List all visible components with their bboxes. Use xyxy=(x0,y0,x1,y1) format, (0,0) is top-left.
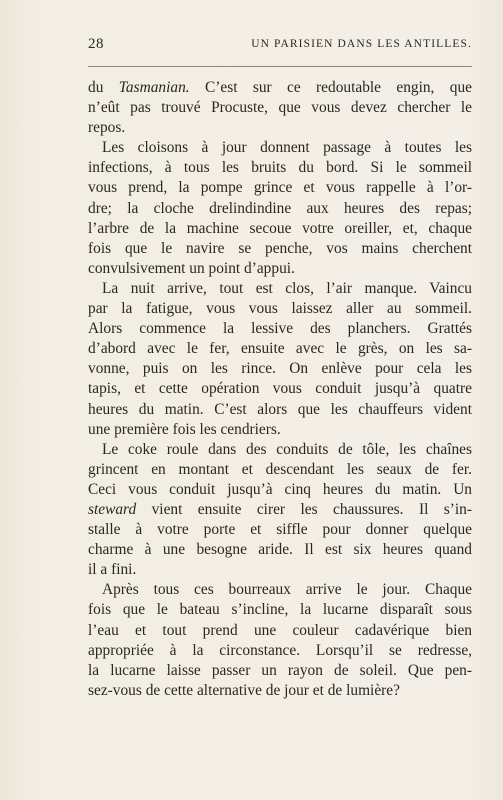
text-line: Les cloisons à jour donnent passage à toutes les xyxy=(102,139,472,157)
text-line: fois que le navire se penche, vos mains cherchent xyxy=(88,239,472,257)
text-line: dre; la cloche drelindindine aux heures des repas; xyxy=(88,199,472,217)
text-line: il a fini. xyxy=(88,561,137,579)
text-line: sez-vous de cette alternative de jour et de lumière? xyxy=(88,681,400,699)
text-line: heures du matin. C’est alors que les chauffeurs vident xyxy=(88,400,472,418)
text-line: par la fatigue, vous vous laissez aller au sommeil. xyxy=(88,300,472,318)
page-number: 28 xyxy=(88,36,104,52)
text-line: vonne, puis on les rince. On enlève pour cela les xyxy=(88,360,472,378)
text-line: steward vient ensuite cirer les chaussures. Il s’in- xyxy=(88,500,472,518)
text-line: du Tasmanian. C’est sur ce redoutable engin, que xyxy=(88,79,472,96)
italic-text: steward xyxy=(88,500,137,518)
paragraph xyxy=(88,440,472,581)
text-line: Après tous ces bourreaux arrive le jour. Chaque xyxy=(102,581,472,599)
text-line: Alors commence la lessive des planchers. Grattés xyxy=(88,320,472,338)
text-line: stalle à votre porte et siffle pour donner quelque xyxy=(88,521,472,539)
text-line: grincent en montant et descendant les seaux de fer. xyxy=(88,460,472,478)
paragraph xyxy=(88,279,472,440)
text-line: une première fois les cendriers. xyxy=(88,420,281,438)
page-header xyxy=(88,36,472,54)
text-line: repos. xyxy=(88,119,126,137)
text-line: tapis, et cette opération vous conduit jusqu’à quatre xyxy=(88,380,472,398)
header-rule xyxy=(88,66,472,67)
paragraph xyxy=(88,138,472,279)
text-line: fois que le bateau s’incline, la lucarne disparaît sous xyxy=(88,601,472,619)
paragraph xyxy=(88,580,472,701)
text-line: n’eût pas trouvé Procuste, que vous devez chercher le xyxy=(88,99,472,117)
text-line: d’abord avec le fer, ensuite avec le grès, on les sa- xyxy=(88,340,472,358)
text-line: vous prend, la pompe grince et vous rappelle à l’or- xyxy=(88,179,472,197)
text-line: charme à une besogne aride. Il est six heures quand xyxy=(88,541,472,559)
text-line: La nuit arrive, tout est clos, l’air manque. Vaincu xyxy=(102,279,472,297)
text-line: Le coke roule dans des conduits de tôle, les chaînes xyxy=(102,440,472,458)
text-line: l’arbre de la machine secoue votre oreiller, et, chaque xyxy=(88,219,472,237)
text-line: la lucarne laisse passer un rayon de soleil. Que pen- xyxy=(88,661,472,679)
text-line: appropriée à la circonstance. Lorsqu’il se redresse, xyxy=(88,641,472,659)
text-line: convulsivement un point d’appui. xyxy=(88,259,295,277)
running-title: UN PARISIEN DANS LES ANTILLES. xyxy=(251,38,472,50)
paragraph xyxy=(88,78,472,138)
body-text xyxy=(88,78,472,701)
text-line: l’eau et tout prend une couleur cadavérique bien xyxy=(88,621,472,639)
text-line: infections, à tous les bruits du bord. Si le sommeil xyxy=(88,159,472,177)
text-line: Ceci vous conduit jusqu’à cinq heures du matin. Un xyxy=(88,480,472,498)
italic-text: Tasmanian. xyxy=(118,79,190,96)
